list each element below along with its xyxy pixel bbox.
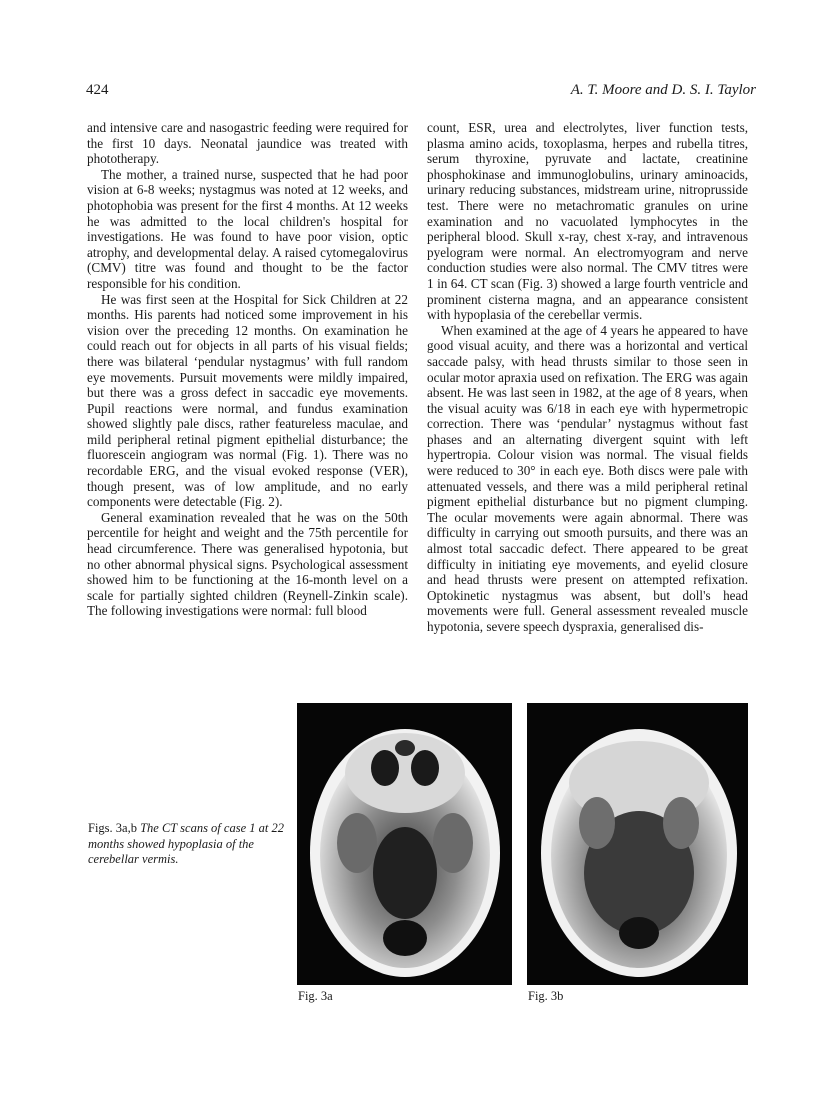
paragraph: General examination revealed that he was on the 50th percentile for height and weight and the 75th percentile for head circumference. There was generalised hypotonia, but no other abnormal physical signs. Psychological assessment showed him to be functioning at the 16-month level on a scale for partially sighted children (Reynell-Zinkin scale). The following investigations were normal: full blood bbox=[87, 509, 408, 619]
paragraph: and intensive care and nasogastric feeding were required for the first 10 days. Neonatal jaundice was treated with phototherapy. bbox=[87, 120, 408, 167]
paragraph: count, ESR, urea and electrolytes, liver function tests, plasma amino acids, toxoplasma, herpes and rubella titres, serum thyroxine, pyruvate and lactate, creatinine phosphokinase and immunoglobulins, urinary aminoacids, urinary reducing substances, midstream urine, nitroprusside test. There were no metachromatic granules on urine examination and no vacuolated lymphocytes in the peripheral blood. Skull x-ray, chest x-ray, and intravenous pyelogram were normal. An electromyogram and nerve conduction studies were also normal. The CMV titres were 1 in 64. CT scan (Fig. 3) showed a large fourth ventricle and prominent cisterna magna, and an appearance consistent with hypoplasia of the cerebellar vermis. bbox=[427, 120, 748, 323]
page-number: 424 bbox=[86, 82, 109, 98]
paragraph: He was first seen at the Hospital for Sick Children at 22 months. His parents had noticed some improvement in his vision over the preceding 12 months. On examination he could reach out for objects in all parts of his visual fields; there was bilateral ‘pendular nystagmus’ with full random eye movements. Pursuit movements were mildly impaired, but there was a gross defect in saccadic eye movements. Pupil reactions were normal, and fundus examination showed slightly pale discs, rather featureless maculae, and mild peripheral retinal pigment epithelial disturbance; the fluorescein angiogram was normal (Fig. 1). There was no recordable ERG, and the visual evoked response (VER), though present, was of low amplitude, and no early components were detectable (Fig. 2). bbox=[87, 291, 408, 510]
right-column bbox=[427, 120, 748, 635]
left-column bbox=[87, 120, 408, 619]
figure-caption bbox=[88, 821, 288, 868]
ct-scan-image-a bbox=[297, 703, 512, 985]
paragraph: The mother, a trained nurse, suspected that he had poor vision at 6-8 weeks; nystagmus was noted at 12 weeks, and photophobia was present for the first 4 months. At 12 weeks he was admitted to the local children's hospital for investigations. He was found to have poor vision, optic atrophy, and developmental delay. A raised cytomegalovirus (CMV) titre was found and thought to be the factor responsible for his condition. bbox=[87, 166, 408, 291]
page-header bbox=[86, 82, 756, 106]
figure-label-b: Fig. 3b bbox=[528, 989, 564, 1003]
ct-scan-image-b bbox=[527, 703, 748, 985]
figure-label-a: Fig. 3a bbox=[298, 989, 333, 1003]
running-head: A. T. Moore and D. S. I. Taylor bbox=[570, 82, 756, 98]
paragraph: When examined at the age of 4 years he appeared to have good visual acuity, and there was a horizontal and vertical saccade palsy, with head thrusts similar to those seen in ocular motor apraxia used on refixation. The ERG was again absent. He was last seen in 1982, at the age of 8 years, when the visual acuity was 6/18 in each eye with hypermetropic correction. There was ‘pendular’ nystagmus without fast phases and an alternating divergent squint with left hypertropia. Colour vision was normal. The visual fields were reduced to 30° in each eye. Both discs were pale with attenuated vessels, and there was a mild peripheral retinal pigment epithelial disturbance but no pigment clumping. The ocular movements were again abnormal. There was difficulty in carrying out smooth pursuits, and there was an almost total saccadic defect. There appeared to be great difficulty in initiating eye movements, and eyelid closure and head thrusts were present on attempted refixation. Optokinetic nystagmus was absent, but doll's head movements were full. General assessment revealed muscle hypotonia, severe speech dyspraxia, generalised dis- bbox=[427, 322, 748, 634]
caption-ref: Figs. 3a,b bbox=[88, 821, 137, 835]
caption-text: The CT scans of case 1 at 22 months showed hypoplasia of the cerebellar vermis. bbox=[88, 821, 284, 866]
